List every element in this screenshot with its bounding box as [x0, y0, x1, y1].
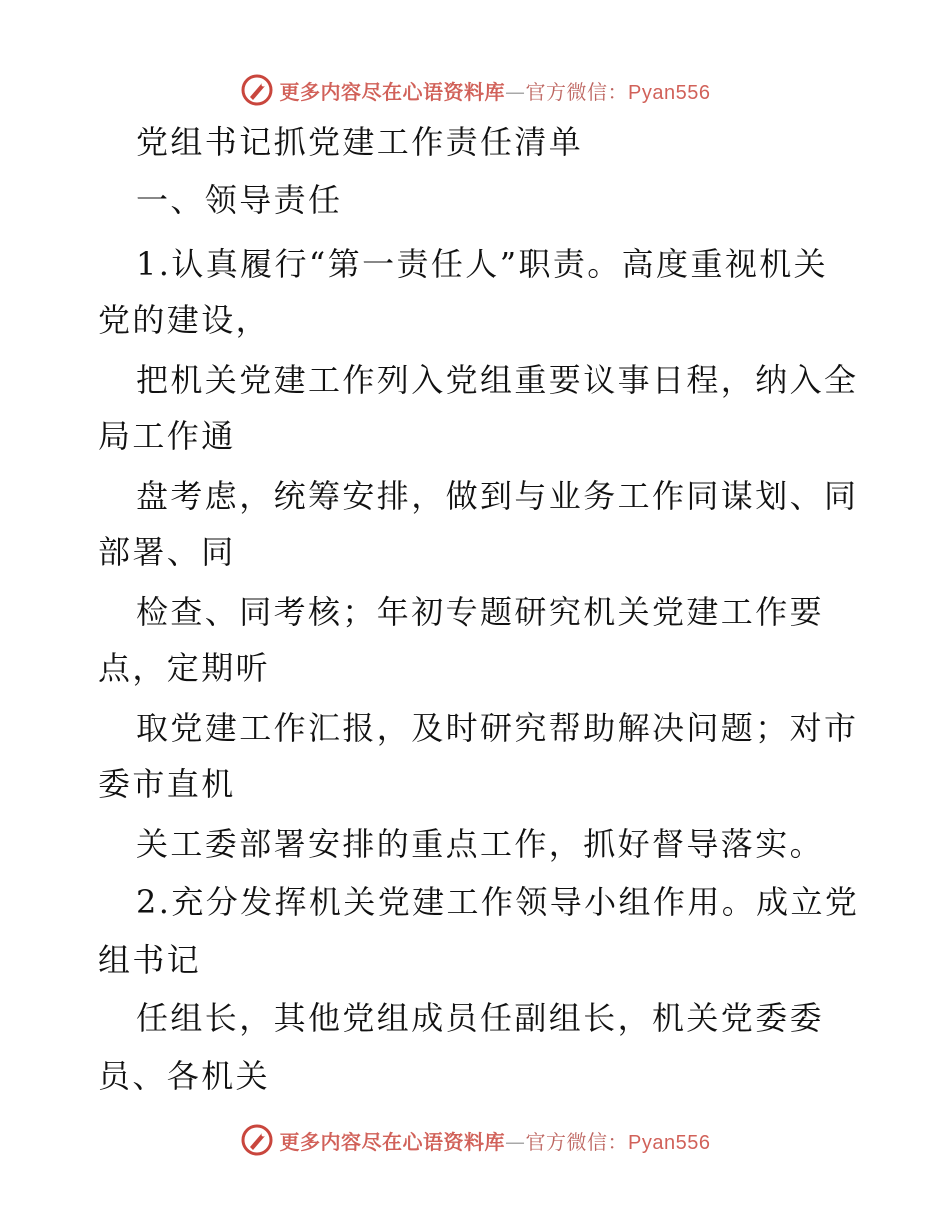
paragraph-line: 部署、同	[98, 533, 236, 571]
paragraph-line: 委市直机	[98, 765, 236, 803]
paragraph-line: 局工作通	[98, 417, 236, 455]
watermark-text	[280, 1126, 711, 1155]
footer-watermark	[0, 1120, 950, 1160]
watermark-wechat-id: Pyan556	[628, 81, 711, 104]
watermark-separator: —	[505, 1129, 526, 1154]
watermark-text	[280, 76, 711, 105]
paragraph-line: 关工委部署安排的重点工作，抓好督导落实。	[136, 825, 825, 863]
document-title: 党组书记抓党建工作责任清单	[136, 123, 584, 161]
paragraph-line: 1.认真履行“第一责任人”职责。高度重视机关	[136, 245, 829, 283]
paragraph-line: 把机关党建工作列入党组重要议事日程，纳入全	[136, 361, 859, 399]
paragraph-line: 组书记	[98, 941, 202, 979]
paragraph-line: 盘考虑，统筹安排，做到与业务工作同谋划、同	[136, 477, 859, 515]
paragraph-line: 检查、同考核；年初专题研究机关党建工作要	[136, 593, 825, 631]
paragraph-line: 取党建工作汇报，及时研究帮助解决问题；对市	[136, 709, 859, 747]
paragraph-line: 点，定期听	[98, 649, 271, 687]
watermark-wechat-label: 官方微信：	[525, 79, 629, 104]
paragraph-line: 任组长，其他党组成员任副组长，机关党委委	[136, 999, 825, 1037]
paragraph-line: 员、各机关	[98, 1057, 271, 1095]
watermark-wechat-label: 官方微信：	[525, 1129, 629, 1154]
pen-nib-circle-icon	[240, 73, 274, 107]
pen-nib-circle-icon	[240, 1123, 274, 1157]
watermark-wechat-id: Pyan556	[628, 1131, 711, 1154]
section-heading: 一、领导责任	[136, 181, 343, 219]
paragraph-line: 2.充分发挥机关党建工作领导小组作用。成立党	[136, 883, 860, 921]
watermark-separator: —	[505, 79, 526, 104]
watermark-brand: 更多内容尽在心语资料库	[279, 79, 506, 104]
paragraph-line: 党的建设，	[98, 301, 271, 339]
watermark-brand: 更多内容尽在心语资料库	[279, 1129, 506, 1154]
header-watermark	[0, 70, 950, 110]
